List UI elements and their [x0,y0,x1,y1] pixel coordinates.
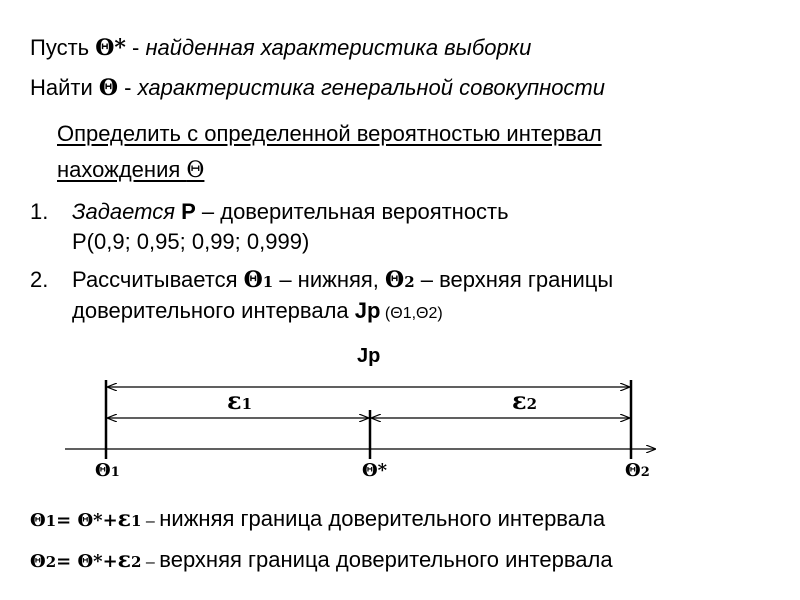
step-1-number: 1. [30,199,49,224]
task-theta-symbol: Θ [186,158,205,183]
step-2-paren: (Θ1,Θ2) [380,305,443,322]
formula-1-lhs-sub: 1 [45,512,57,530]
formula-1-dash: – [141,513,160,530]
theta-1-axis-label [95,460,120,481]
step-2-line-2-text: доверительного интервала [72,298,355,323]
theta-2-sub: 2 [404,273,415,291]
eps-1-symbol: ε [227,386,242,415]
formula-1-eps-sub: 1 [131,512,142,530]
formula-2-text: верхняя граница доверительного интервала [159,547,613,572]
step-1-line-2: Р(0,9; 0,95; 0,99; 0,999) [72,229,310,254]
theta-star-axis-label: Θ* [362,460,388,481]
step-1-text: – доверительная вероятность [195,199,509,224]
step-2-text-3: – верхняя границы [414,267,614,292]
formula-1-eps: ε [117,506,132,532]
step-2-number: 2. [30,267,49,292]
eps-2-symbol: ε [512,386,527,415]
formula-2-eps: ε [117,547,132,573]
theta-2-axis-symbol: Θ [625,460,641,481]
formula-2-dash: – [141,554,160,571]
step-1-italic: Задается [72,199,182,224]
intro-prefix: Пусть [30,35,96,60]
theta-2-axis-label [625,460,650,481]
eps-1-label [227,386,252,415]
step-1-bold: Р [181,199,196,224]
formula-2-eq: = Θ*+ [56,551,118,572]
formula-2-lhs-sub: 2 [45,553,57,571]
theta-1-sub: 1 [262,273,274,291]
intro-prefix-2: Найти [30,75,99,100]
diagram-title-jp: Jp [357,345,381,367]
intro-dash-2: - [118,75,138,100]
task-line-1: Определить с определенной вероятностью интервал [57,121,602,146]
eps-1-sub: 1 [241,395,253,413]
formula-1-text: нижняя граница доверительного интервала [159,506,606,531]
formula-lower [30,505,605,536]
theta-1-symbol: Θ [243,267,263,293]
eps-2-label [512,386,537,415]
step-2-text-2: – нижняя, [273,267,386,292]
theta-1-axis-sub: 1 [110,465,120,480]
theta-star-symbol: Θ* [95,35,126,61]
theta-symbol: Θ [98,75,119,101]
formula-1-lhs: Θ [30,510,46,531]
formula-1-eq: = Θ*+ [56,510,118,531]
step-2-text-1: Рассчитывается [72,267,244,292]
theta-2-symbol: Θ [385,267,405,293]
theta-2-axis-sub: 2 [640,465,650,480]
formula-upper [30,546,613,577]
step-2-jp: Jp [354,298,381,323]
task-line-2-text: нахождения [57,157,187,182]
formula-2-lhs: Θ [30,551,46,572]
formula-2-eps-sub: 2 [131,553,142,571]
intro-sample-text: найденная характеристика выборки [145,35,532,60]
intro-population-text: характеристика генеральной совокупности [137,75,605,100]
intro-dash: - [125,35,146,60]
theta-1-axis-symbol: Θ [95,460,111,481]
eps-2-sub: 2 [526,395,538,413]
